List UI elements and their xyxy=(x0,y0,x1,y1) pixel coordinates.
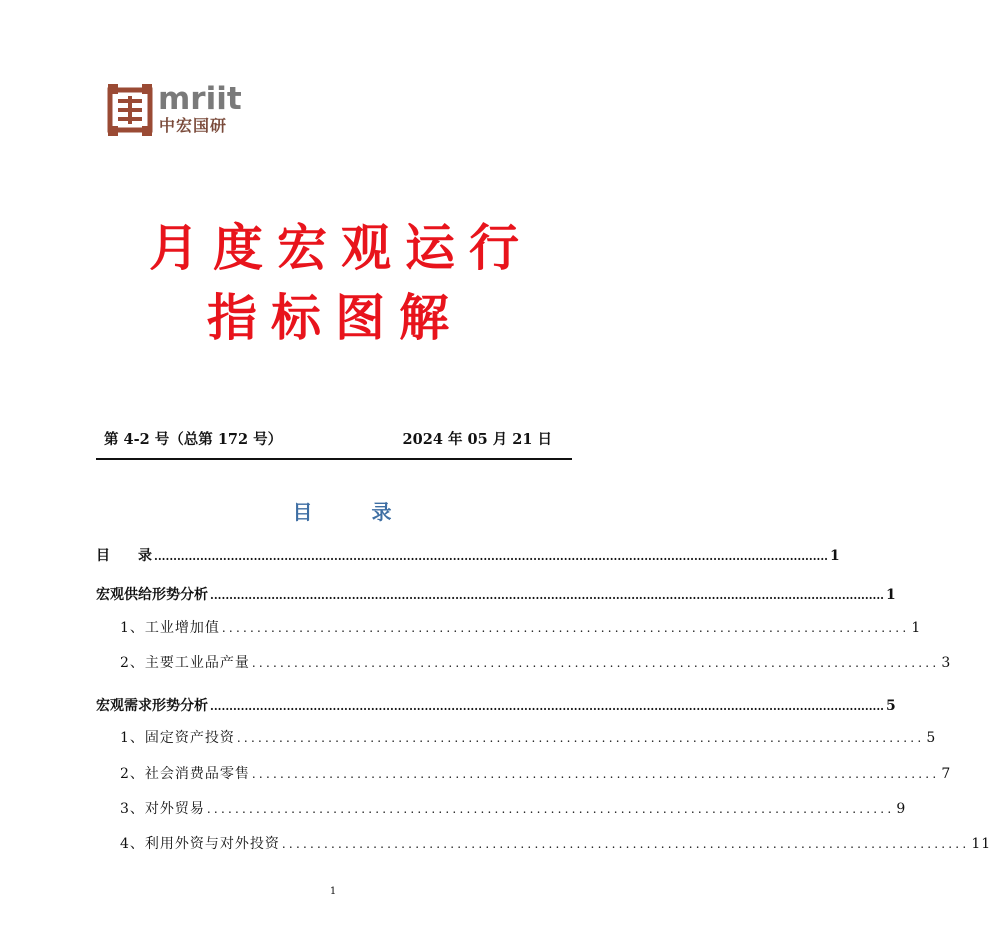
toc-entry-label: 4、利用外资与对外投资 xyxy=(120,836,280,852)
toc-entry-label: 3、对外贸易 xyxy=(120,801,205,817)
toc-entry[interactable] xyxy=(96,584,896,604)
toc-entry-page: 3 xyxy=(941,655,952,671)
toc-leader-dots: .................................................................................................. xyxy=(251,767,940,781)
publish-date: 2024 年 05 月 21 日 xyxy=(402,431,552,448)
issue-number: 第 4-2 号（总第 172 号） xyxy=(104,431,283,448)
toc-entry-label: 1、工业增加值 xyxy=(120,620,220,636)
toc-entry[interactable] xyxy=(120,833,991,853)
toc-entry-page: 9 xyxy=(896,801,907,817)
toc-leader-dots: ................................................................................................................................................................................ xyxy=(154,550,829,563)
toc-entry-label: 1、固定资产投资 xyxy=(120,730,235,746)
toc-entry-page: 1 xyxy=(830,548,840,564)
toc-entry[interactable] xyxy=(96,545,840,565)
company-logo xyxy=(108,81,248,138)
logo-text-en: mriit xyxy=(158,81,242,117)
toc-leader-dots: .................................................................................................. xyxy=(281,837,970,851)
toc-leader-dots: .................................................................................................. xyxy=(236,731,925,745)
toc-entry-label: 宏观供给形势分析 xyxy=(96,587,208,603)
toc-leader-dots: ................................................................................................................................................................................ xyxy=(210,700,885,713)
toc-entry[interactable] xyxy=(120,652,952,672)
toc-entry-page: 1 xyxy=(911,620,922,636)
toc-entry[interactable] xyxy=(120,798,907,818)
toc-leader-dots: ................................................................................................................................................................................ xyxy=(210,589,885,602)
toc-entry-page: 7 xyxy=(941,766,952,782)
report-title-line1: 月度宏观运行 xyxy=(149,219,533,277)
toc-entry[interactable] xyxy=(120,763,952,783)
toc-entry-page: 5 xyxy=(926,730,937,746)
toc-entry[interactable] xyxy=(96,695,896,715)
toc-entry-page: 11 xyxy=(971,836,991,852)
page-number: 1 xyxy=(329,886,337,897)
logo-mark-icon xyxy=(108,84,152,136)
toc-entry-page: 5 xyxy=(886,698,896,714)
toc-entry[interactable] xyxy=(120,727,937,747)
logo-text-cn: 中宏国研 xyxy=(159,116,228,135)
toc-entry-label: 目 录 xyxy=(96,548,152,564)
toc-leader-dots: .................................................................................................. xyxy=(221,621,910,635)
toc-leader-dots: .................................................................................................. xyxy=(206,802,895,816)
report-title-line2: 指标图解 xyxy=(207,289,463,347)
toc-entry-label: 宏观需求形势分析 xyxy=(96,698,208,714)
toc-entry-label: 2、主要工业品产量 xyxy=(120,655,250,671)
toc-entry-label: 2、社会消费品零售 xyxy=(120,766,250,782)
toc-entry[interactable] xyxy=(120,617,922,637)
header-divider xyxy=(96,458,572,460)
toc-leader-dots: .................................................................................................. xyxy=(251,656,940,670)
toc-heading: 目 录 xyxy=(292,500,418,524)
toc-entry-page: 1 xyxy=(886,587,896,603)
